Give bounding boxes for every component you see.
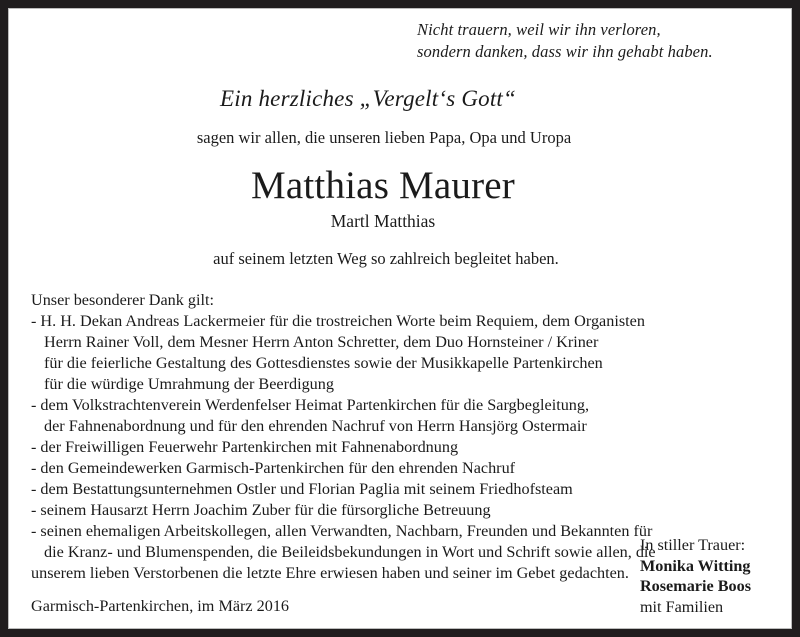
thanks-item-lead: - seinem Hausarzt Herrn Joachim Zuber für die fürsorgliche Betreuung bbox=[31, 501, 491, 520]
thanks-list-item bbox=[31, 437, 769, 458]
thanks-item-lead: - den Gemeindewerken Garmisch-Partenkirchen für den ehrenden Nachruf bbox=[31, 459, 516, 478]
thanks-list-item bbox=[31, 395, 769, 437]
thanks-list-item bbox=[31, 479, 769, 500]
thanks-item-continuation: für die würdige Umrahmung der Beerdigung bbox=[44, 375, 334, 394]
deceased-name: Matthias Maurer bbox=[250, 163, 515, 207]
memorial-verse bbox=[31, 19, 769, 64]
thanks-item-lead: - dem Volkstrachtenverein Werdenfelser Heimat Partenkirchen für die Sargbegleitung, bbox=[31, 396, 590, 415]
thanks-item-lead: - der Freiwilligen Feuerwehr Partenkirchen mit Fahnenabordnung bbox=[31, 438, 459, 457]
mourners-block bbox=[640, 535, 769, 618]
thanks-item-continuation: der Fahnenabordnung und für den ehrenden Nachruf von Herrn Hansjörg Ostermair bbox=[44, 417, 587, 436]
thanks-list bbox=[31, 311, 769, 563]
verse-line-2: sondern danken, dass wir ihn gehabt haben. bbox=[417, 42, 713, 62]
thanks-list-item bbox=[31, 458, 769, 479]
thanks-item-lead: - seinen ehemaligen Arbeitskollegen, allen Verwandten, Nachbarn, Freunden und Bekannten für bbox=[31, 522, 653, 541]
procession-closing-line: auf seinem letzten Weg so zahlreich begleitet haben. bbox=[213, 248, 559, 268]
notice-footer bbox=[31, 535, 769, 618]
thanks-item-continuation: die Kranz- und Blumenspenden, die Beileidsbekundungen in Wort und Schrift sowie allen, die bbox=[44, 543, 656, 562]
thanks-item-continuation: Herrn Rainer Voll, dem Mesner Herrn Anton Schretter, dem Duo Hornsteiner / Kriner bbox=[44, 333, 599, 352]
thanks-item-continuation: für die feierliche Gestaltung des Gottesdienstes sowie der Musikkapelle Partenkirchen bbox=[44, 354, 603, 373]
thanks-outro: unserem lieben Verstorbenen die letzte Ehre erwiesen haben und seiner im Gebet gedachten. bbox=[31, 564, 629, 583]
notice-inner-frame bbox=[8, 8, 792, 629]
deceased-nickname: Martl Matthias bbox=[330, 210, 436, 231]
mourners-families: mit Familien bbox=[639, 598, 724, 617]
thanks-list-item bbox=[31, 500, 769, 521]
thanks-list-item bbox=[31, 311, 769, 395]
thanks-headline: Ein herzliches „Vergelt‘s Gott“ bbox=[219, 85, 517, 111]
mourner-name-2: Rosemarie Boos bbox=[639, 577, 751, 596]
thanks-intro: Unser besonderer Dank gilt: bbox=[31, 291, 214, 310]
mourner-name-1: Monika Witting bbox=[639, 556, 751, 575]
mourners-lead: In stiller Trauer: bbox=[639, 535, 746, 554]
thanks-subline: sagen wir allen, die unseren lieben Papa, Opa und Uropa bbox=[196, 128, 572, 148]
thanks-item-lead: - H. H. Dekan Andreas Lackermeier für die trostreichen Worte beim Requiem, dem Organisten bbox=[31, 312, 645, 331]
notice-content bbox=[9, 9, 791, 628]
thanks-item-lead: - dem Bestattungsunternehmen Ostler und Florian Paglia mit seinem Friedhofsteam bbox=[31, 480, 573, 499]
place-and-date: Garmisch-Partenkirchen, im März 2016 bbox=[31, 596, 290, 615]
verse-line-1: Nicht trauern, weil wir ihn verloren, bbox=[417, 20, 661, 39]
